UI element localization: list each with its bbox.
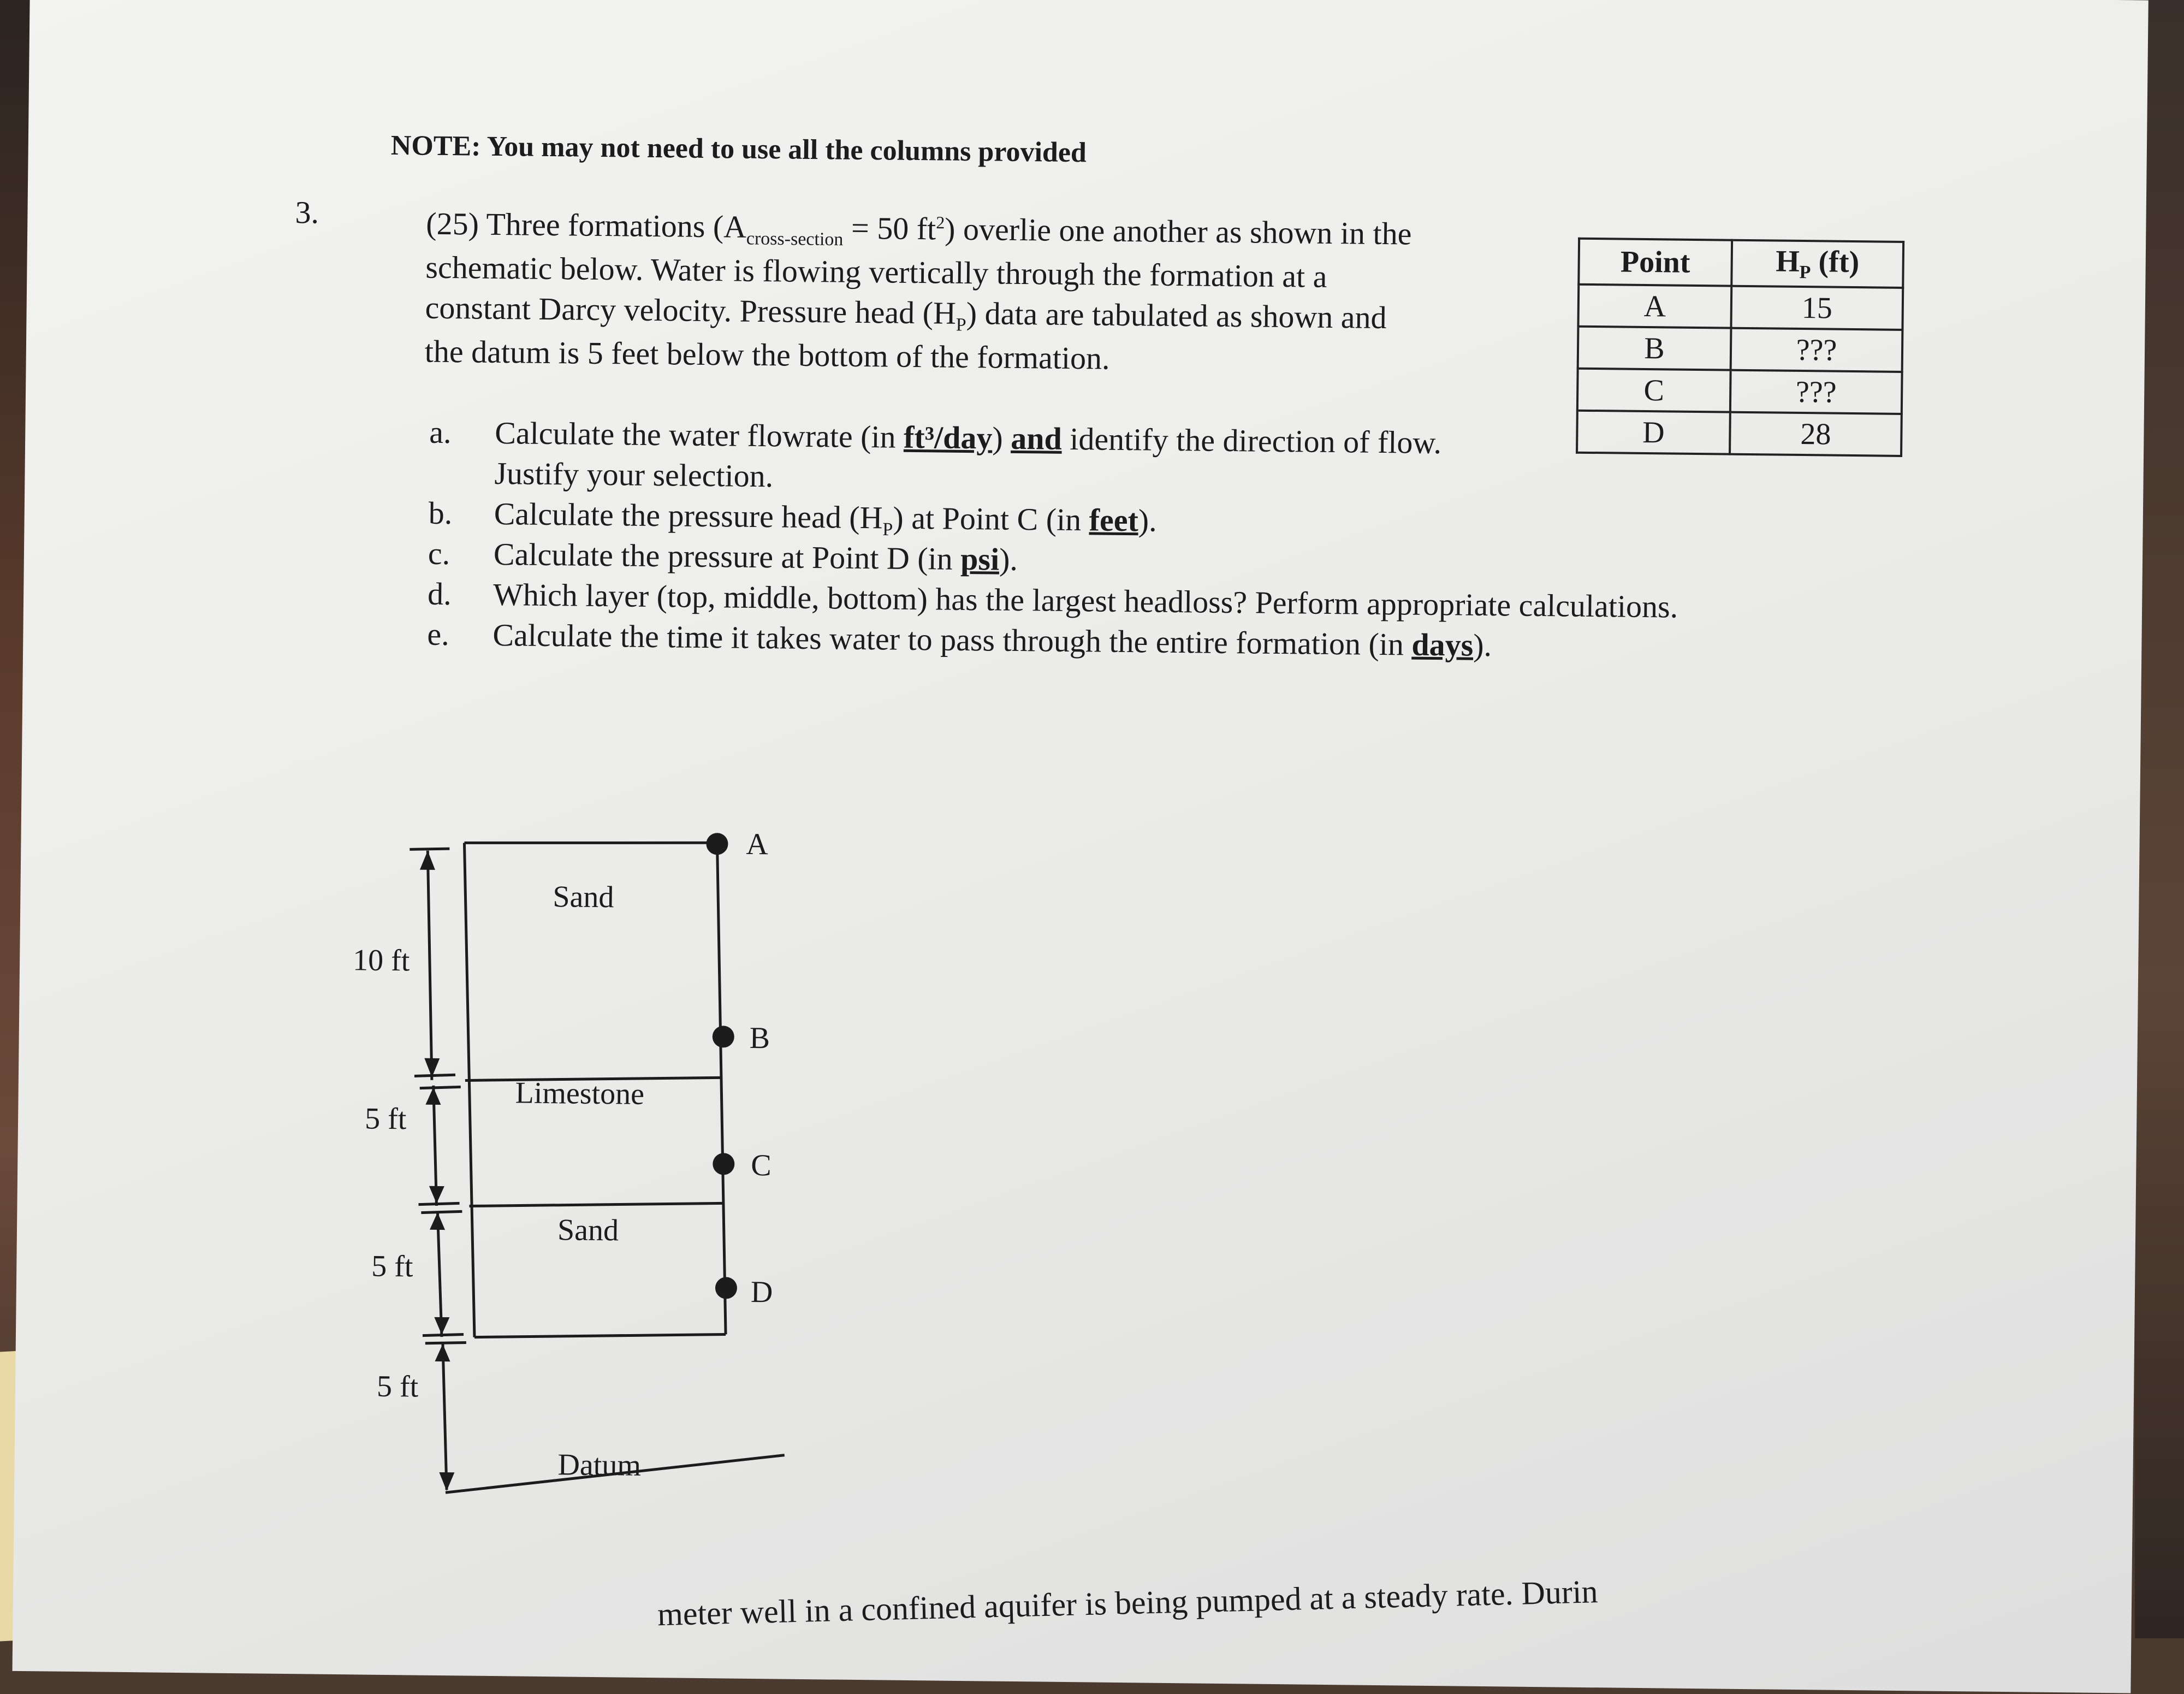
- dim-tick: [414, 1074, 455, 1076]
- formation-top-edge: [464, 840, 717, 845]
- arrowhead: [439, 1472, 454, 1491]
- question-line-3: constant Darcy velocity. Pressure head $(H_P)$ data are tabulated as shown and: [425, 289, 1387, 336]
- dim-label-5ft-1: 5 ft: [364, 1101, 407, 1136]
- part-b: b. Calculate the pressure head $(H_P)$ at Point C (in feet).: [428, 495, 1158, 540]
- table-cell-hp: ???: [1731, 328, 1903, 372]
- question-line-4: the datum is 5 feet below the bottom of the formation.: [424, 334, 1110, 377]
- dim-tick: [423, 1334, 464, 1336]
- table-cell-point: A: [1578, 285, 1731, 328]
- table-cell-hp: 28: [1730, 412, 1902, 456]
- arrowhead: [420, 851, 435, 870]
- table-cell-point: B: [1578, 327, 1731, 370]
- point-label-d: D: [750, 1275, 773, 1310]
- arrowhead: [430, 1212, 445, 1230]
- dim-line-5ft-c: [441, 1342, 448, 1490]
- formation-right-edge: [712, 843, 731, 1334]
- table-cell-point: D: [1577, 411, 1730, 454]
- formation-bottom-edge: [474, 1332, 726, 1340]
- arrowhead: [425, 1087, 441, 1105]
- table-cell-point: C: [1577, 369, 1731, 412]
- dim-label-5ft-3: 5 ft: [376, 1369, 419, 1404]
- formation-left-edge: [459, 843, 479, 1337]
- layer-label-bottom: Sand: [557, 1213, 619, 1248]
- part-d: d. Which layer (top, middle, bottom) has the largest headloss? Perform appropriate calculations.: [427, 576, 1678, 625]
- layer-label-middle: Limestone: [515, 1076, 645, 1111]
- layer-boundary-2: [469, 1201, 722, 1209]
- point-label-a: A: [746, 827, 769, 862]
- next-question-fragment: meter well in a confined aquifer is being pumped at a steady rate. Durin: [657, 1573, 1599, 1633]
- formation-schematic: [13, 0, 2184, 1639]
- part-a-line-2: Justify your selection.: [494, 455, 774, 494]
- dim-label-5ft-2: 5 ft: [371, 1249, 413, 1284]
- dim-tick: [425, 1342, 466, 1344]
- question-number: 3.: [295, 194, 319, 230]
- point-label-c: C: [750, 1148, 771, 1183]
- layer-label-top: Sand: [553, 880, 614, 915]
- note-text: NOTE: You may not need to use all the columns provided: [390, 129, 1087, 169]
- point-label-b: B: [749, 1021, 770, 1056]
- arrowhead: [434, 1317, 449, 1335]
- dim-tick: [419, 1203, 460, 1205]
- point-d-marker: [715, 1277, 737, 1299]
- dim-tick: [410, 848, 449, 850]
- dim-tick: [421, 1211, 462, 1213]
- part-c: c. Calculate the pressure at Point D (in psi).: [428, 535, 1018, 578]
- table-header-point: Point: [1578, 239, 1732, 286]
- table-cell-hp: ???: [1730, 370, 1902, 414]
- arrowhead: [435, 1344, 450, 1361]
- point-a-marker: [706, 833, 728, 855]
- point-b-marker: [713, 1026, 734, 1047]
- dim-tick: [420, 1087, 461, 1089]
- point-c-marker: [713, 1153, 734, 1175]
- part-a: a. Calculate the water flowrate (in ft³/day) and identify the direction of flow.: [429, 414, 1442, 461]
- dim-label-10ft: 10 ft: [352, 943, 410, 978]
- paper-sheet: [13, 0, 2149, 1693]
- arrowhead: [429, 1186, 444, 1204]
- dim-line-10ft: [425, 851, 434, 1080]
- question-line-1: (25) Three formations ($A_{cross-section} = 50$ $ft^2$) overlie one another as shown in the: [425, 205, 1412, 252]
- datum-label: Datum: [557, 1448, 642, 1483]
- question-line-2: schematic below. Water is flowing vertically through the formation at a: [425, 249, 1327, 295]
- table-cell-hp: 15: [1731, 286, 1903, 330]
- table-header-hp: $H_P$ (ft): [1731, 240, 1903, 288]
- part-e: e. Calculate the time it takes water to pass through the entire formation (in days).: [427, 616, 1492, 664]
